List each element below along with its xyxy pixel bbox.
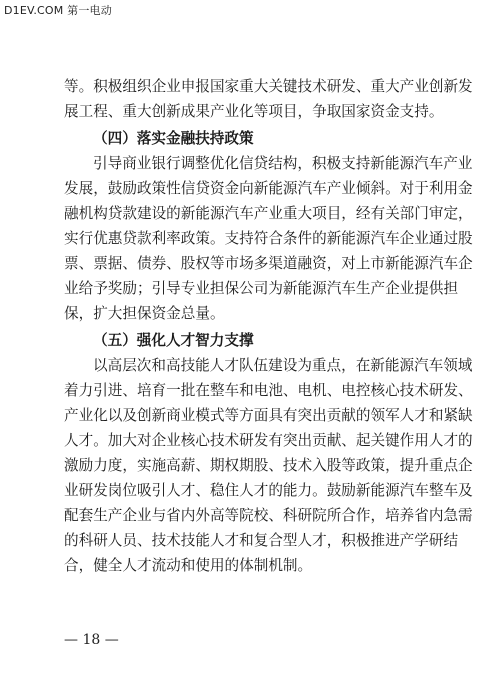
paragraph-line: 合，健全人才流动和使用的体制机制。 bbox=[64, 557, 313, 574]
document-body bbox=[64, 74, 473, 578]
paragraph-line: 着力引进、培育一批在整车和电池、电机、电控核心技术研发、 bbox=[64, 382, 473, 399]
paragraph bbox=[64, 74, 473, 124]
paragraph-line: 票、票据、债券、股权等市场多渠道融资，对上市新能源汽车企 bbox=[64, 255, 473, 272]
paragraph-line: 实行优惠贷款利率政策。支持符合条件的新能源汽车企业通过股 bbox=[64, 230, 473, 247]
section-heading bbox=[64, 126, 422, 151]
paragraph-line: 发展，鼓励政策性信贷资金向新能源汽车产业倾斜。对于利用金 bbox=[64, 180, 473, 197]
paragraph bbox=[64, 151, 473, 326]
paragraph-line: 业研发岗位吸引人才、稳住人才的能力。鼓励新能源汽车整车及 bbox=[64, 482, 473, 499]
heading-text: （四）落实金融扶持政策 bbox=[93, 130, 254, 147]
paragraph-line: 引导商业银行调整优化信贷结构，积极支持新能源汽车产业 bbox=[93, 155, 473, 172]
paragraph-line: 融机构贷款建设的新能源汽车产业重大项目，经有关部门审定， bbox=[64, 205, 473, 222]
paragraph-line: 业给予奖励；引导专业担保公司为新能源汽车生产企业提供担 bbox=[64, 280, 459, 297]
paragraph-line: 展工程、重大创新成果产业化等项目，争取国家资金支持。 bbox=[64, 103, 444, 120]
paragraph-line: 人才。加大对企业核心技术研发有突出贡献、起关键作用人才的 bbox=[64, 432, 473, 449]
paragraph-line: 以高层次和高技能人才队伍建设为重点，在新能源汽车领域 bbox=[93, 357, 473, 374]
paragraph bbox=[64, 353, 473, 578]
page-number: — 18 — bbox=[64, 632, 119, 648]
heading-text: （五）强化人才智力支撑 bbox=[93, 332, 254, 349]
paragraph-line: 的科研人员、技术技能人才和复合型人才，积极推进产学研结 bbox=[64, 532, 459, 549]
paragraph-line: 配套生产企业与省内外高等院校、科研院所合作，培养省内急需 bbox=[64, 507, 473, 524]
section-heading bbox=[64, 328, 422, 353]
paragraph-line: 保，扩大担保资金总量。 bbox=[64, 305, 225, 322]
paragraph-line: 等。积极组织企业申报国家重大关键技术研发、重大产业创新发 bbox=[64, 78, 473, 95]
watermark: D1EV.COM 第一电动 bbox=[4, 4, 112, 17]
paragraph-line: 激励力度，实施高薪、期权期股、技术入股等政策，提升重点企 bbox=[64, 457, 473, 474]
paragraph-line: 产业化以及创新商业模式等方面具有突出贡献的领军人才和紧缺 bbox=[64, 407, 473, 424]
